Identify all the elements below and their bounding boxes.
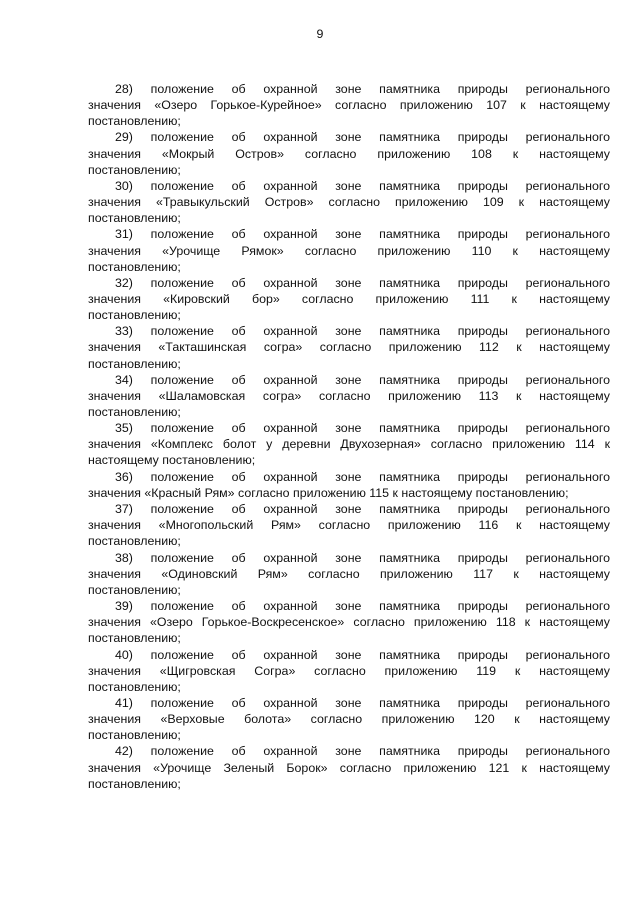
list-item bbox=[88, 275, 610, 323]
list-item-line: постановлению; bbox=[88, 405, 181, 419]
list-item-line: постановлению; bbox=[88, 308, 181, 323]
list-item-line: постановлению; bbox=[88, 582, 181, 597]
list-item-line: 28) положение об охранной зоне памятника природы регионального bbox=[115, 82, 610, 96]
list-item-line: 41) положение об охранной зоне памятника природы регионального bbox=[115, 696, 610, 710]
list-item bbox=[88, 81, 610, 129]
list-item-line: значения «Урочище Рямок» согласно приложению 110 к настоящему bbox=[88, 243, 610, 258]
list-item-line: значения «Кировский бор» согласно приложению 111 к настоящему bbox=[88, 291, 610, 306]
list-item-line: 34) положение об охранной зоне памятника природы регионального bbox=[115, 372, 610, 387]
list-item-line: 29) положение об охранной зоне памятника природы регионального bbox=[115, 130, 610, 145]
list-item bbox=[88, 550, 610, 598]
list-item-line: значения «Шаламовская согра» согласно приложению 113 к настоящему bbox=[88, 388, 610, 403]
page-number: 9 bbox=[316, 27, 324, 41]
list-item-line: значения «Верховые болота» согласно приложению 120 к настоящему bbox=[88, 712, 610, 727]
list-item-line: постановлению; bbox=[88, 728, 181, 743]
list-item bbox=[88, 598, 610, 646]
list-item-line: значения «Урочище Зеленый Борок» согласно приложению 121 к настоящему bbox=[88, 760, 610, 775]
list-item-line: значения «Комплекс болот у деревни Двухозерная» согласно приложению 114 к bbox=[88, 437, 610, 452]
list-item bbox=[88, 129, 610, 177]
list-item-line: 42) положение об охранной зоне памятника природы регионального bbox=[115, 744, 610, 759]
list-item-line: постановлению; bbox=[88, 211, 181, 226]
list-item-line: 31) положение об охранной зоне памятника природы регионального bbox=[115, 227, 610, 242]
list-item-line: 35) положение об охранной зоне памятника природы регионального bbox=[115, 421, 610, 436]
list-item-line: значения «Озеро Горькое-Курейное» согласно приложению 107 к настоящему bbox=[88, 98, 610, 113]
list-item-line: постановлению; bbox=[88, 679, 181, 694]
list-item-line: значения «Многопольский Рям» согласно приложению 116 к настоящему bbox=[88, 518, 610, 533]
list-item-line: 37) положение об охранной зоне памятника природы регионального bbox=[115, 502, 610, 517]
list-item-line: постановлению; bbox=[88, 631, 181, 646]
document-body bbox=[88, 81, 610, 792]
list-item-line: значения «Травыкульский Остров» согласно приложению 109 к настоящему bbox=[88, 195, 610, 210]
list-item-line: 36) положение об охранной зоне памятника природы регионального bbox=[115, 469, 610, 484]
list-item-line: значения «Одиновский Рям» согласно приложению 117 к настоящему bbox=[88, 566, 610, 581]
list-item-line: значения «Щигровская Согра» согласно приложению 119 к настоящему bbox=[88, 663, 610, 678]
list-item-line: значения «Озеро Горькое-Воскресенское» согласно приложению 118 к настоящему bbox=[88, 615, 610, 630]
list-item-line: 30) положение об охранной зоне памятника природы регионального bbox=[115, 178, 610, 193]
list-item-line: 32) положение об охранной зоне памятника природы регионального bbox=[115, 275, 610, 290]
list-item-line: постановлению; bbox=[88, 776, 181, 791]
list-item-line: постановлению; bbox=[88, 114, 181, 129]
list-item-line: 38) положение об охранной зоне памятника природы регионального bbox=[115, 550, 610, 565]
list-item-line: 39) положение об охранной зоне памятника природы регионального bbox=[115, 599, 610, 614]
list-item bbox=[88, 743, 610, 791]
list-item-line: постановлению; bbox=[88, 162, 181, 177]
list-item-line: 40) положение об охранной зоне памятника природы регионального bbox=[115, 647, 610, 662]
list-item bbox=[88, 501, 610, 549]
list-item-line: настоящему постановлению; bbox=[88, 453, 256, 468]
list-item bbox=[88, 420, 610, 468]
list-item bbox=[88, 372, 610, 420]
list-item bbox=[88, 469, 610, 501]
list-item bbox=[88, 323, 610, 371]
list-item bbox=[88, 647, 610, 695]
list-item-line: значения «Красный Рям» согласно приложению 115 к настоящему постановлению; bbox=[88, 485, 569, 500]
list-item-line: значения «Мокрый Остров» согласно приложению 108 к настоящему bbox=[88, 146, 610, 161]
list-item-line: постановлению; bbox=[88, 259, 181, 274]
list-item-line: значения «Такташинская согра» согласно приложению 112 к настоящему bbox=[88, 340, 610, 355]
list-item bbox=[88, 695, 610, 743]
list-item bbox=[88, 226, 610, 274]
list-item-line: постановлению; bbox=[88, 356, 181, 371]
list-item-line: 33) положение об охранной зоне памятника природы регионального bbox=[115, 324, 610, 339]
list-item bbox=[88, 178, 610, 226]
list-item-line: постановлению; bbox=[88, 534, 181, 549]
